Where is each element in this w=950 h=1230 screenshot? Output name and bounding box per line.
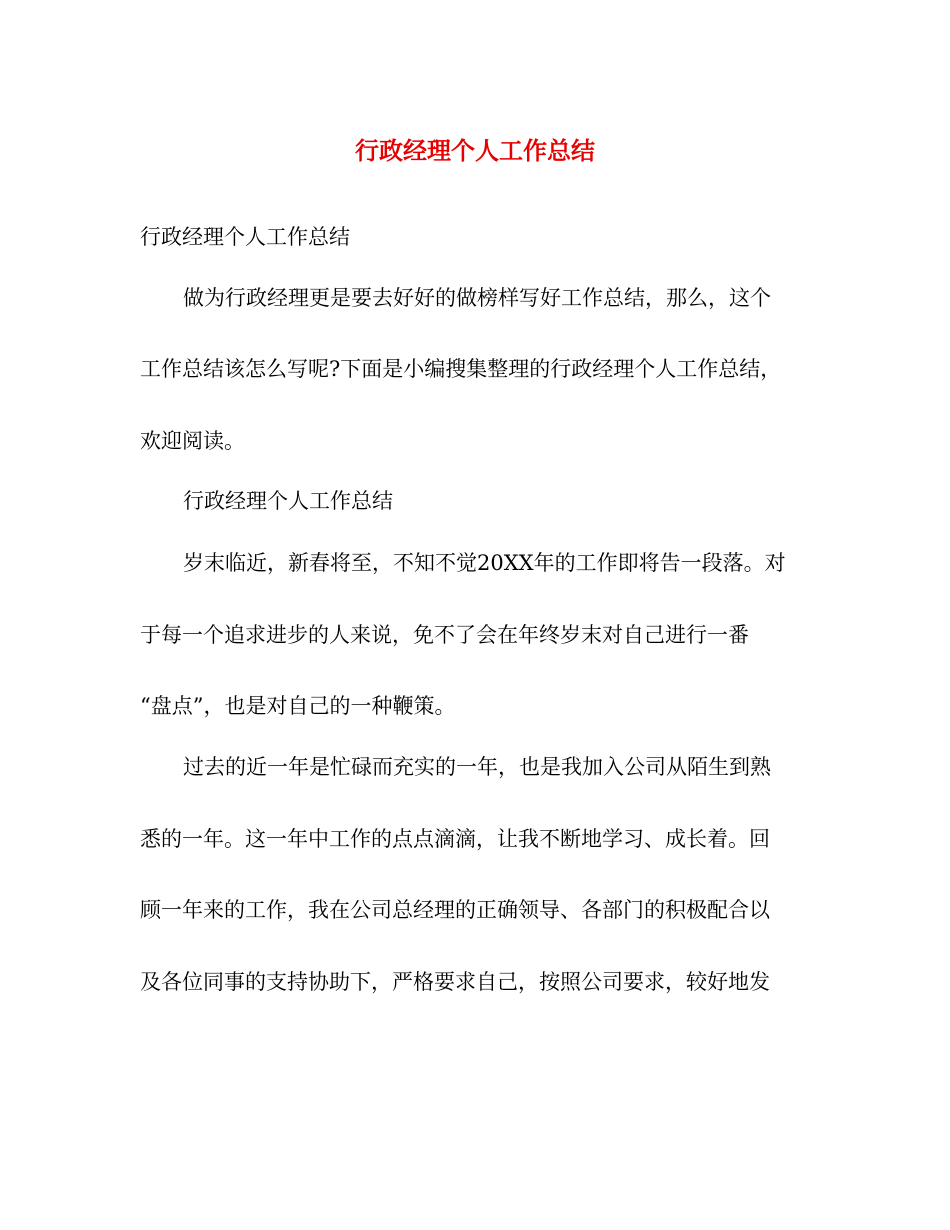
section-heading-line: 行政经理个人工作总结: [183, 489, 393, 513]
paragraph-line: 过去的近一年是忙碌而充实的一年，也是我加入公司从陌生到熟: [183, 755, 771, 779]
paragraph-line: 工作总结该怎么写呢?下面是小编搜集整理的行政经理个人工作总结，: [140, 357, 782, 381]
paragraph-line: “盘点”，也是对自己的一种鞭策。: [140, 694, 456, 718]
paragraph-line: 顾一年来的工作，我在公司总经理的正确领导、各部门的积极配合以: [140, 898, 770, 922]
document-title: 行政经理个人工作总结: [355, 136, 595, 165]
paragraph-line: 悉的一年。这一年中工作的点点滴滴，让我不断地学习、成长着。回: [140, 827, 770, 851]
paragraph-line: 做为行政经理更是要去好好的做榜样写好工作总结，那么，这个: [183, 286, 771, 310]
subtitle-line: 行政经理个人工作总结: [140, 225, 350, 249]
paragraph-line: 及各位同事的支持协助下，严格要求自己，按照公司要求，较好地发: [140, 970, 770, 994]
paragraph-line: 岁末临近，新春将至，不知不觉20XX年的工作即将告一段落。对: [183, 551, 786, 575]
paragraph-line: 于每一个追求进步的人来说，免不了会在年终岁末对自己进行一番: [140, 623, 749, 647]
paragraph-line: 欢迎阅读。: [140, 429, 245, 453]
